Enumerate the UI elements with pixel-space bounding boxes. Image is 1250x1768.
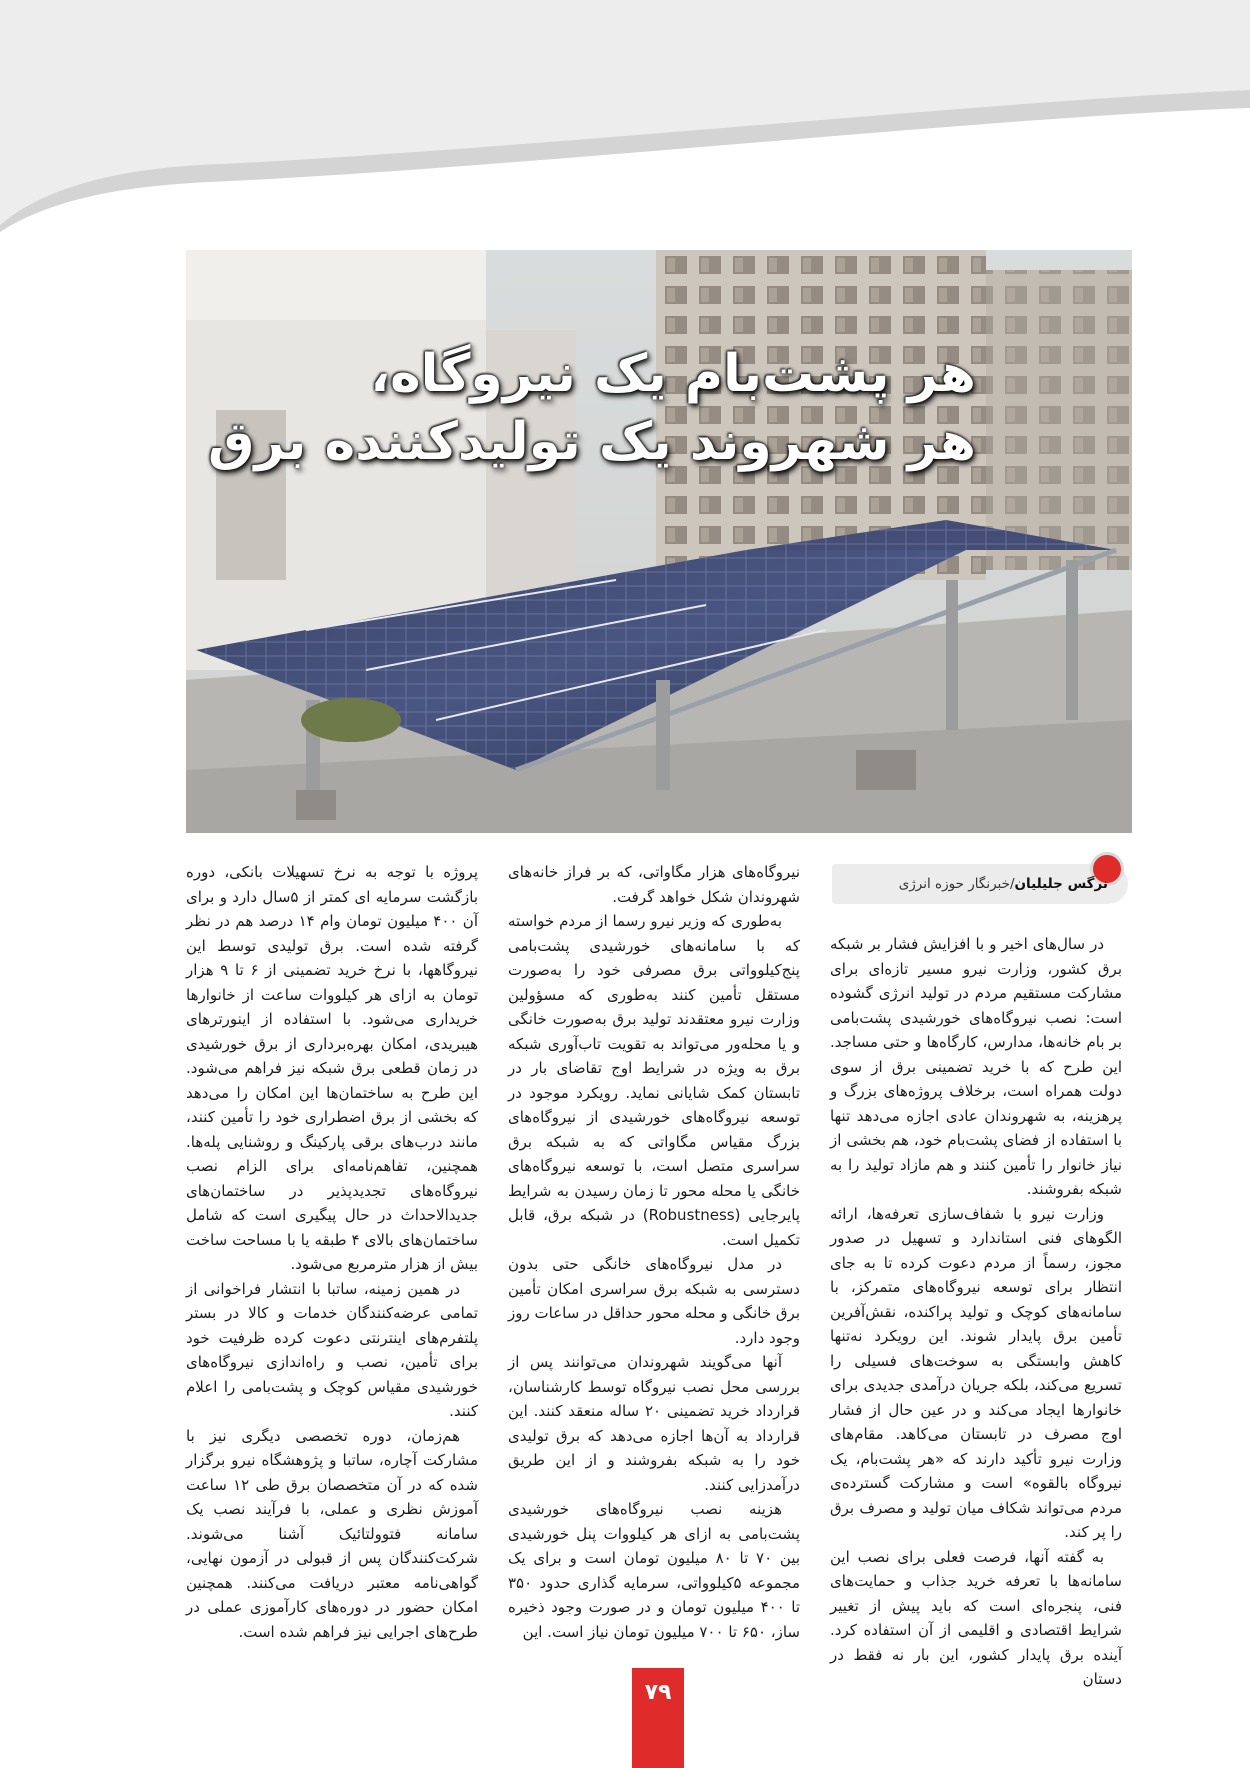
- paragraph: آنها می‌گویند شهروندان می‌توانند پس از بررسی محل نصب نیروگاه توسط کارشناسان، قرارداد خرید تضمینی ۲۰ ساله منعقد کنند. این قرارداد به آن‌ها اجازه می‌دهد که برق تولیدی خود را به شبکه بفروشند و از این طریق درآمدزایی کنند.: [508, 1353, 800, 1494]
- byline: [832, 864, 1128, 904]
- page-number: ۷۹: [644, 1680, 672, 1705]
- author-role: /خبرنگار حوزه انرژی: [898, 876, 1015, 892]
- author-name: نرگس جلیلیان: [1014, 876, 1108, 892]
- paragraph: پروژه با توجه به نرخ تسهیلات بانکی، دوره بازگشت سرمایه ای کمتر از ۵سال دارد و برای آن ۴۰۰ میلیون تومان وام ۱۴ درصد هم در نظر گرفته شده است. برق تولیدی توسط این نیروگاهها، با نرخ خرید تضمینی از ۶ تا ۹ هزار تومان به ازای هر کیلووات ساعت از خانوارها خریداری می‌شود. با استفاده از اینورترهای هیبریدی، امکان بهره‌برداری از برق خورشیدی در زمان قطعی برق شبکه نیز فراهم می‌شود. این طرح به ساختمان‌ها این امکان را می‌دهد که بخشی از برق اضطراری خود را تأمین کنند، مانند درب‌های برقی پارکینگ و روشنایی پله‌ها. همچنین، تفاهم‌نامه‌ای برای الزام نصب نیروگاه‌های تجدیدپذیر در ساختمان‌های جدیدالاحداث در حال پیگیری است که شامل ساختمان‌های بالای ۴ طبقه یا با مساحت ساخت بیش از هزار مترمربع می‌شود.: [186, 863, 479, 1273]
- headline: [186, 340, 976, 476]
- paragraph: در مدل نیروگاه‌های خانگی حتی بدون دسترسی به شبکه برق سراسری امکان تأمین برق خانگی و محله محور حداقل در ساعات روز وجود دارد.: [508, 1255, 800, 1347]
- paragraph: هزینه نصب نیروگاه‌های خورشیدی پشت‌بامی به ازای هر کیلووات پنل خورشیدی بین ۷۰ تا ۸۰ میلیون تومان است و برای یک مجموعه ۵کیلوواتی، سرمایه گذاری حدود ۳۵۰ تا ۴۰۰ میلیون تومان و در صورت وجود ذخیره ساز، ۶۵۰ تا ۷۰۰ میلیون تومان نیاز است. این: [508, 1500, 801, 1641]
- text-column-left: [186, 860, 478, 1644]
- text-column-middle: [508, 860, 800, 1644]
- paragraph: به گفته آنها، فرصت فعلی برای نصب این سامانه‌ها با تعرفه خرید جذاب و حمایت‌های فنی، پنجره‌ای است که باید پیش از تغییر شرایط اقتصادی و اقلیمی از آن استفاده کرد. آینده برق پایدار کشور، این بار نه فقط در دستان: [830, 1547, 1122, 1688]
- headline-line-1: هر پشت‌بام یک نیروگاه،: [370, 344, 976, 404]
- header-swoosh: [0, 0, 1250, 240]
- paragraph: به‌طوری که وزیر نیرو رسما از مردم خواسته که با سامانه‌های خورشیدی پشت‌بامی پنج‌کیلوواتی برق مصرفی خود را به‌صورت مستقل تأمین کنند به‌طوری که مسؤولین وزارت نیرو معتقدند تولید برق به‌صورت خانگی و یا محله‌ور می‌تواند به تقویت تاب‌آوری شبکه برق به ویژه در شرایط اوج تقاضای بار در تابستان کمک شایانی نماید. رویکرد موجود در توسعه نیروگاه‌های خورشیدی از نیروگاه‌های بزرگ مقیاس مگاواتی که به شبکه برق سراسری متصل است، با توسعه نیروگاه‌های خانگی یا محله محور تا زمان رسیدن به شرایط پایرجایی (Robustness) در شبکه برق، قابل تکمیل است.: [508, 912, 800, 1249]
- paragraph: در سال‌های اخیر و با افزایش فشار بر شبکه برق کشور، وزارت نیرو مسیر تازه‌ای برای مشارکت مستقیم مردم در تولید انرژی گشوده است: نصب نیروگاه‌های خورشیدی پشت‌بامی بر بام خانه‌ها، مدارس، کارگاه‌ها و حتی مساجد. این طرح که با خرید تضمینی برق از سوی دولت همراه است، برخلاف پروژه‌های بزرگ و پرهزینه، به شهروندان عادی اجازه می‌دهد تنها با استفاده از فضای پشت‌بام خود، هم بخشی از نیاز خانوار را تأمین کنند و هم مازاد تولید را به شبکه بفروشند.: [830, 935, 1122, 1198]
- byline-text: [899, 876, 1108, 892]
- paragraph: وزارت نیرو با شفاف‌سازی تعرفه‌ها، ارائه الگوهای فنی استاندارد و تسهیل در صدور مجوز، رسماً از مردم دعوت کرده تا به جای انتظار برای توسعه نیروگاه‌های متمرکز، با سامانه‌های کوچک و تولید پراکنده، نقش‌آفرین تأمین برق پایدار شوند. این رویکرد نه‌تنها کاهش وابستگی به سوخت‌های فسیلی را تسریع می‌کند، بلکه جریان درآمدی جدیدی برای خانوارها ایجاد می‌کند و در عین حال از فشار اوج مصرف در تابستان می‌کاهد. مقام‌های وزارت نیرو تأکید دارند که «هر پشت‌بام، یک نیروگاه بالقوه» است و مشارکت گسترده‌ی مردم می‌تواند شکاف میان تولید و مصرف برق را پر کند.: [830, 1204, 1122, 1541]
- hero-photo: [186, 250, 1132, 833]
- headline-line-2: هر شهروند یک تولیدکننده برق: [208, 412, 976, 472]
- text-column-right: [830, 932, 1122, 1692]
- paragraph: نیروگاه‌های هزار مگاواتی، که بر فراز خانه‌های شهروندان شکل خواهد گرفت.: [508, 863, 800, 906]
- page-number-tab: [632, 1668, 684, 1768]
- paragraph: در همین زمینه، ساتبا با انتشار فراخوانی از تمامی عرضه‌کنندگان خدمات و کالا در بستر پلتفرم‌های اینترنتی دعوت کرده ظرفیت خود برای تأمین، نصب و راه‌اندازی نیروگاه‌های خورشیدی مقیاس کوچک و پشت‌بامی را اعلام کنند.: [186, 1279, 478, 1420]
- paragraph: هم‌زمان، دوره تخصصی دیگری نیز با مشارکت آچاره، ساتبا و پژوهشگاه نیرو برگزار شده که در آن متخصصان برق طی ۱۲ ساعت آموزش نظری و عملی، با فرآیند نصب یک سامانه فتوولتائیک آشنا می‌شوند. شرکت‌کنندگان پس از قبولی در آزمون نهایی، گواهی‌نامه معتبر دریافت می‌کنند. همچنین امکان حضور در دوره‌های کارآموزی عملی در طرح‌های اجرایی نیز فراهم شده است.: [186, 1426, 478, 1641]
